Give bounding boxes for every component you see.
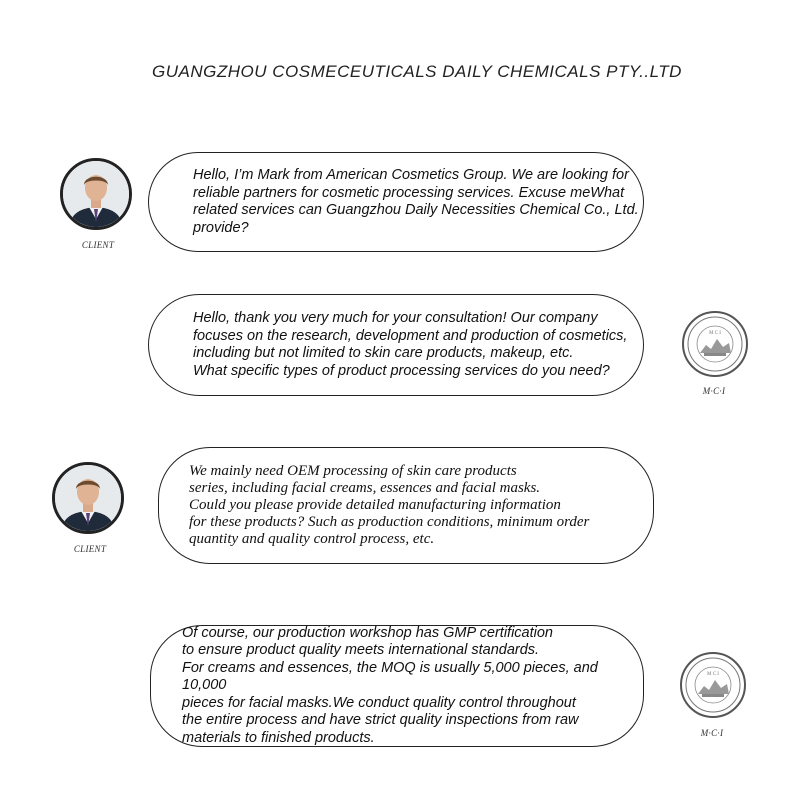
- client-caption: CLIENT: [73, 544, 107, 554]
- company-caption: M·C·I: [700, 728, 724, 738]
- message-text: Hello, thank you very much for your consultation! Our company focuses on the research, development and production of cosmetics, including but not limited to skin care products, makeup, etc. What specific types of product processing services do you need?: [193, 310, 628, 379]
- message-text: Hello, I’m Mark from American Cosmetics Group. We are looking for reliable partners for cosmetic processing services. Excuse meWhat related services can Guangzhou Daily Necessities Chemical Co., Ltd. provide?: [193, 167, 639, 236]
- message-bubble: [148, 294, 644, 396]
- svg-text:M C I: M C I: [707, 672, 719, 677]
- client-avatar-icon: [60, 158, 132, 230]
- message-bubble: [150, 625, 644, 747]
- message-bubble: [148, 152, 644, 252]
- client-caption: CLIENT: [81, 240, 115, 250]
- message-text: We mainly need OEM processing of skin care products series, including facial creams, essences and facial masks. Could you please provide detailed manufacturing information for these products? Such as production conditions, minimum order quantity and quality control process, etc.: [189, 463, 590, 547]
- company-seal-icon: [680, 652, 746, 718]
- message-bubble: [158, 447, 654, 564]
- company-caption: M·C·I: [702, 386, 726, 396]
- client-avatar-icon: [52, 462, 124, 534]
- company-seal-icon: [682, 311, 748, 377]
- page-title: GUANGZHOU COSMECEUTICALS DAILY CHEMICALS PTY..LTD: [152, 62, 682, 81]
- message-text: Of course, our production workshop has GMP certification to ensure product quality meets international standards. For creams and essences, the MOQ is usually 5,000 pieces, and 10,000 pieces for facial masks.We conduct quality control throughout the entire process and have strict quality inspections from raw materials to finished products.: [182, 624, 598, 746]
- svg-text:M C I: M C I: [709, 331, 721, 336]
